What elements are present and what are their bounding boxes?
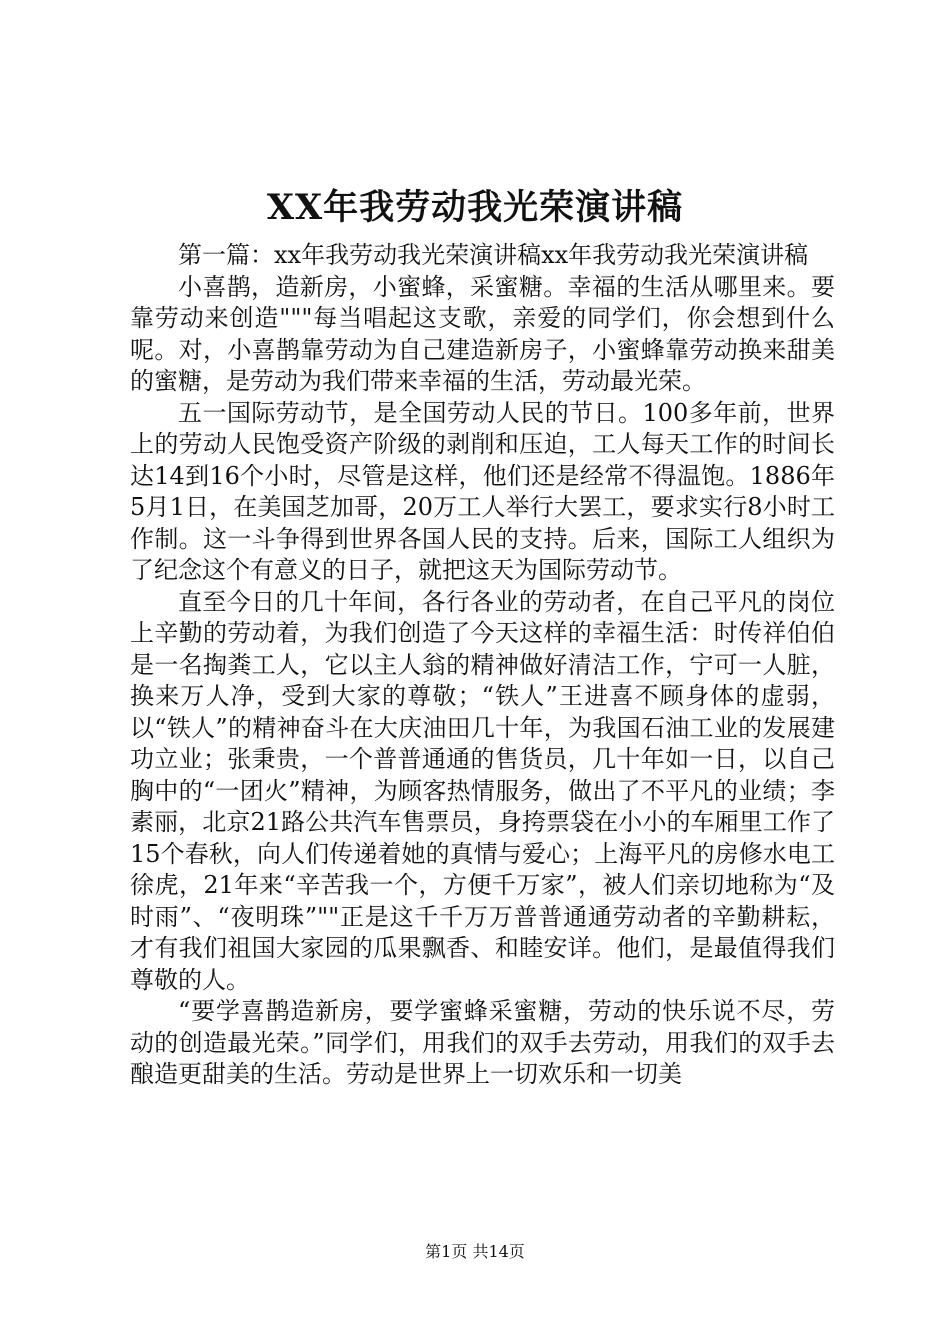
paragraph-3: 五一国际劳动节，是全国劳动人民的节日。100多年前，世界上的劳动人民饱受资产阶级的剥削和压迫，工人每天工作的时间长达14到16个小时，尽管是这样，他们还是经常不得温饱。1886年5月1日，在美国芝加哥，20万工人举行大罢工，要求实行8小时工作制。这一斗争得到世界各国人民的支持。后来，国际工人组织为了纪念这个有意义的日子，就把这天为国际劳动节。: [130, 398, 835, 584]
paragraph-4: 直至今日的几十年间，各行各业的劳动者，在自己平凡的岗位上辛勤的劳动着，为我们创造了今天这样的幸福生活：时传祥伯伯是一名掏粪工人，它以主人翁的精神做好清洁工作，宁可一人脏，换来万人净，受到大家的尊敬；“铁人”王进喜不顾身体的虚弱，以“铁人”的精神奋斗在大庆油田几十年，为我国石油工业的发展建功立业；张秉贵，一个普普通通的售货员，几十年如一日，以自己胸中的“一团火”精神，为顾客热情服务，做出了不平凡的业绩；李素丽，北京21路公共汽车售票员，身挎票袋在小小的车厢里工作了15个春秋，向人们传递着她的真情与爱心；上海平凡的房修水电工徐虎，21年来“辛苦我一个，方便千万家”，被人们亲切地称为“及时雨”、“夜明珠”""正是这千千万万普普通通劳动者的辛勤耕耘，才有我们祖国大家园的瓜果飘香、和睦安详。他们，是最值得我们尊敬的人。: [130, 587, 835, 994]
page-footer: 第1页 共14页: [425, 1242, 525, 1261]
document-title: XX年我劳动我光荣演讲稿: [266, 187, 684, 228]
paragraph-1: 第一篇：xx年我劳动我光荣演讲稿xx年我劳动我光荣演讲稿: [178, 241, 809, 269]
document-body: [130, 240, 835, 1091]
paragraph-2: 小喜鹊，造新房，小蜜蜂，采蜜糖。幸福的生活从哪里来。要靠劳动来创造"""每当唱起这支歌，亲爱的同学们，你会想到什么呢。对，小喜鹊靠劳动为自己建造新房子，小蜜蜂靠劳动换来甜美的蜜糖，是劳动为我们带来幸福的生活，劳动最光荣。: [130, 272, 835, 395]
paragraph-5: “要学喜鹊造新房，要学蜜蜂采蜜糖，劳动的快乐说不尽，劳动的创造最光荣。”同学们，用我们的双手去劳动，用我们的双手去酿造更甜美的生活。劳动是世界上一切欢乐和一切美: [130, 997, 835, 1088]
